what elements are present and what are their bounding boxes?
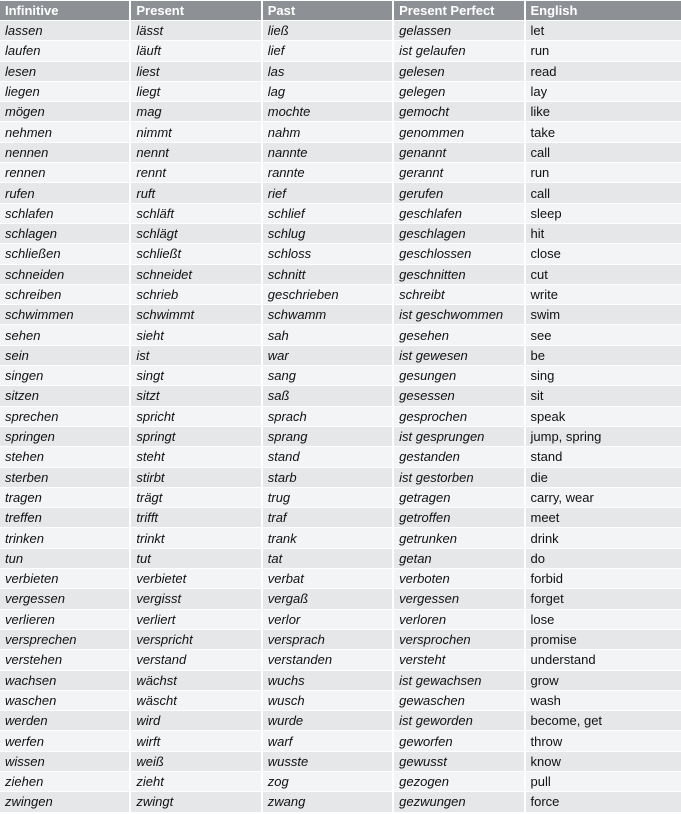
past-cell: wuchs [263,671,392,690]
infinitive-cell: lassen [0,21,129,40]
present-cell: tut [131,549,260,568]
infinitive-cell: mögen [0,102,129,121]
present-perfect-cell: gezogen [394,772,523,791]
infinitive-cell: trinken [0,528,129,547]
present-cell: zieht [131,772,260,791]
infinitive-cell: liegen [0,82,129,101]
infinitive-cell: schreiben [0,285,129,304]
english-cell: speak [526,407,681,426]
present-cell: schließt [131,244,260,263]
table-row [0,772,681,791]
present-perfect-cell: gezwungen [394,792,523,811]
header-english: English [526,1,681,20]
infinitive-cell: springen [0,427,129,446]
english-cell: sit [526,386,681,405]
table-row [0,122,681,141]
table-row [0,305,681,324]
table-row [0,265,681,284]
past-cell: versprach [263,630,392,649]
past-cell: traf [263,508,392,527]
past-cell: wusste [263,752,392,771]
infinitive-cell: schwimmen [0,305,129,324]
past-cell: mochte [263,102,392,121]
table-row [0,102,681,121]
table-row [0,711,681,730]
present-cell: weiß [131,752,260,771]
english-cell: wash [526,691,681,710]
infinitive-cell: rufen [0,183,129,202]
table-row [0,346,681,365]
infinitive-cell: lesen [0,62,129,81]
past-cell: stand [263,447,392,466]
past-cell: sang [263,366,392,385]
present-perfect-cell: geworfen [394,731,523,750]
infinitive-cell: schlagen [0,224,129,243]
english-cell: run [526,163,681,182]
english-cell: forbid [526,569,681,588]
present-cell: ist [131,346,260,365]
table-row [0,549,681,568]
table-row [0,468,681,487]
present-cell: schläft [131,204,260,223]
english-cell: sleep [526,204,681,223]
present-perfect-cell: genommen [394,122,523,141]
present-cell: liegt [131,82,260,101]
infinitive-cell: schließen [0,244,129,263]
present-perfect-cell: ist gewachsen [394,671,523,690]
present-cell: läuft [131,41,260,60]
present-cell: schlägt [131,224,260,243]
table-row [0,62,681,81]
table-row [0,183,681,202]
infinitive-cell: rennen [0,163,129,182]
present-cell: nennt [131,143,260,162]
present-perfect-cell: geschnitten [394,265,523,284]
present-cell: sitzt [131,386,260,405]
past-cell: verstanden [263,650,392,669]
present-perfect-cell: gerufen [394,183,523,202]
english-cell: force [526,792,681,811]
english-cell: do [526,549,681,568]
english-cell: run [526,41,681,60]
table-row [0,224,681,243]
past-cell: sprang [263,427,392,446]
table-body [0,21,681,812]
table-row [0,427,681,446]
past-cell: saß [263,386,392,405]
present-perfect-cell: ist geworden [394,711,523,730]
table-row [0,41,681,60]
past-cell: schloss [263,244,392,263]
present-perfect-cell: verboten [394,569,523,588]
present-perfect-cell: getrunken [394,528,523,547]
infinitive-cell: verlieren [0,610,129,629]
present-perfect-cell: versprochen [394,630,523,649]
past-cell: wurde [263,711,392,730]
infinitive-cell: sitzen [0,386,129,405]
english-cell: lose [526,610,681,629]
present-cell: zwingt [131,792,260,811]
past-cell: schlief [263,204,392,223]
english-cell: promise [526,630,681,649]
present-cell: nimmt [131,122,260,141]
english-cell: know [526,752,681,771]
present-cell: stirbt [131,468,260,487]
table-row [0,691,681,710]
present-cell: ruft [131,183,260,202]
present-cell: wirft [131,731,260,750]
present-cell: springt [131,427,260,446]
present-perfect-cell: vergessen [394,589,523,608]
table-row [0,488,681,507]
past-cell: warf [263,731,392,750]
table-row [0,528,681,547]
english-cell: hit [526,224,681,243]
english-cell: like [526,102,681,121]
present-cell: liest [131,62,260,81]
header-present-perfect: Present Perfect [394,1,523,20]
present-cell: mag [131,102,260,121]
present-perfect-cell: versteht [394,650,523,669]
infinitive-cell: ziehen [0,772,129,791]
infinitive-cell: singen [0,366,129,385]
present-cell: wächst [131,671,260,690]
past-cell: ließ [263,21,392,40]
infinitive-cell: vergessen [0,589,129,608]
english-cell: be [526,346,681,365]
past-cell: nannte [263,143,392,162]
present-perfect-cell: gewusst [394,752,523,771]
infinitive-cell: tun [0,549,129,568]
present-cell: schneidet [131,265,260,284]
table-row [0,610,681,629]
table-row [0,386,681,405]
present-perfect-cell: geschlafen [394,204,523,223]
present-cell: wäscht [131,691,260,710]
present-perfect-cell: gesessen [394,386,523,405]
past-cell: verlor [263,610,392,629]
past-cell: schlug [263,224,392,243]
present-cell: singt [131,366,260,385]
past-cell: sprach [263,407,392,426]
english-cell: write [526,285,681,304]
table-row [0,21,681,40]
past-cell: wusch [263,691,392,710]
infinitive-cell: zwingen [0,792,129,811]
past-cell: zwang [263,792,392,811]
present-cell: trinkt [131,528,260,547]
infinitive-cell: stehen [0,447,129,466]
english-cell: meet [526,508,681,527]
infinitive-cell: wachsen [0,671,129,690]
present-cell: schrieb [131,285,260,304]
english-cell: understand [526,650,681,669]
present-cell: spricht [131,407,260,426]
present-perfect-cell: gesprochen [394,407,523,426]
present-perfect-cell: gemocht [394,102,523,121]
english-cell: become, get [526,711,681,730]
present-cell: schwimmt [131,305,260,324]
present-perfect-cell: gesungen [394,366,523,385]
infinitive-cell: laufen [0,41,129,60]
present-cell: verliert [131,610,260,629]
table-row [0,204,681,223]
past-cell: lief [263,41,392,60]
past-cell: schnitt [263,265,392,284]
past-cell: verbat [263,569,392,588]
infinitive-cell: wissen [0,752,129,771]
infinitive-cell: verstehen [0,650,129,669]
infinitive-cell: tragen [0,488,129,507]
table-row [0,752,681,771]
table-row [0,569,681,588]
english-cell: call [526,143,681,162]
header-present: Present [131,1,260,20]
infinitive-cell: schneiden [0,265,129,284]
present-perfect-cell: gelassen [394,21,523,40]
table-header-row [0,1,681,20]
present-cell: trägt [131,488,260,507]
table-row [0,407,681,426]
table-row [0,325,681,344]
header-past: Past [263,1,392,20]
present-perfect-cell: gestanden [394,447,523,466]
present-perfect-cell: getragen [394,488,523,507]
table-row [0,792,681,811]
infinitive-cell: sprechen [0,407,129,426]
infinitive-cell: waschen [0,691,129,710]
present-perfect-cell: ist gewesen [394,346,523,365]
infinitive-cell: schlafen [0,204,129,223]
english-cell: call [526,183,681,202]
present-perfect-cell: ist gesprungen [394,427,523,446]
english-cell: let [526,21,681,40]
table-row [0,671,681,690]
present-perfect-cell: ist geschwommen [394,305,523,324]
present-cell: verspricht [131,630,260,649]
present-cell: lässt [131,21,260,40]
present-perfect-cell: gewaschen [394,691,523,710]
english-cell: throw [526,731,681,750]
table-row [0,731,681,750]
table-row [0,447,681,466]
english-cell: take [526,122,681,141]
past-cell: geschrieben [263,285,392,304]
infinitive-cell: versprechen [0,630,129,649]
english-cell: stand [526,447,681,466]
infinitive-cell: verbieten [0,569,129,588]
present-perfect-cell: getan [394,549,523,568]
past-cell: rannte [263,163,392,182]
present-perfect-cell: gelegen [394,82,523,101]
present-perfect-cell: gerannt [394,163,523,182]
present-perfect-cell: ist gelaufen [394,41,523,60]
english-cell: jump, spring [526,427,681,446]
past-cell: vergaß [263,589,392,608]
past-cell: rief [263,183,392,202]
present-perfect-cell: geschlossen [394,244,523,263]
english-cell: lay [526,82,681,101]
present-cell: verstand [131,650,260,669]
infinitive-cell: treffen [0,508,129,527]
infinitive-cell: werfen [0,731,129,750]
english-cell: pull [526,772,681,791]
past-cell: las [263,62,392,81]
past-cell: tat [263,549,392,568]
past-cell: war [263,346,392,365]
present-perfect-cell: gelesen [394,62,523,81]
table-row [0,82,681,101]
table-row [0,630,681,649]
present-perfect-cell: gesehen [394,325,523,344]
past-cell: trank [263,528,392,547]
table-row [0,589,681,608]
table-row [0,163,681,182]
table-row [0,143,681,162]
english-cell: grow [526,671,681,690]
past-cell: schwamm [263,305,392,324]
present-cell: verbietet [131,569,260,588]
present-perfect-cell: schreibt [394,285,523,304]
table-row [0,285,681,304]
english-cell: read [526,62,681,81]
past-cell: trug [263,488,392,507]
english-cell: drink [526,528,681,547]
table-row [0,508,681,527]
present-cell: steht [131,447,260,466]
infinitive-cell: sterben [0,468,129,487]
table-row [0,650,681,669]
present-cell: vergisst [131,589,260,608]
infinitive-cell: sein [0,346,129,365]
english-cell: forget [526,589,681,608]
present-perfect-cell: getroffen [394,508,523,527]
present-perfect-cell: ist gestorben [394,468,523,487]
present-perfect-cell: geschlagen [394,224,523,243]
present-cell: rennt [131,163,260,182]
past-cell: sah [263,325,392,344]
english-cell: see [526,325,681,344]
english-cell: die [526,468,681,487]
past-cell: zog [263,772,392,791]
past-cell: nahm [263,122,392,141]
past-cell: lag [263,82,392,101]
infinitive-cell: sehen [0,325,129,344]
present-perfect-cell: verloren [394,610,523,629]
table-row [0,366,681,385]
present-perfect-cell: genannt [394,143,523,162]
infinitive-cell: werden [0,711,129,730]
english-cell: sing [526,366,681,385]
infinitive-cell: nennen [0,143,129,162]
english-cell: carry, wear [526,488,681,507]
past-cell: starb [263,468,392,487]
english-cell: cut [526,265,681,284]
present-cell: wird [131,711,260,730]
infinitive-cell: nehmen [0,122,129,141]
table-row [0,244,681,263]
header-infinitive: Infinitive [0,1,129,20]
english-cell: swim [526,305,681,324]
present-cell: sieht [131,325,260,344]
present-cell: trifft [131,508,260,527]
english-cell: close [526,244,681,263]
